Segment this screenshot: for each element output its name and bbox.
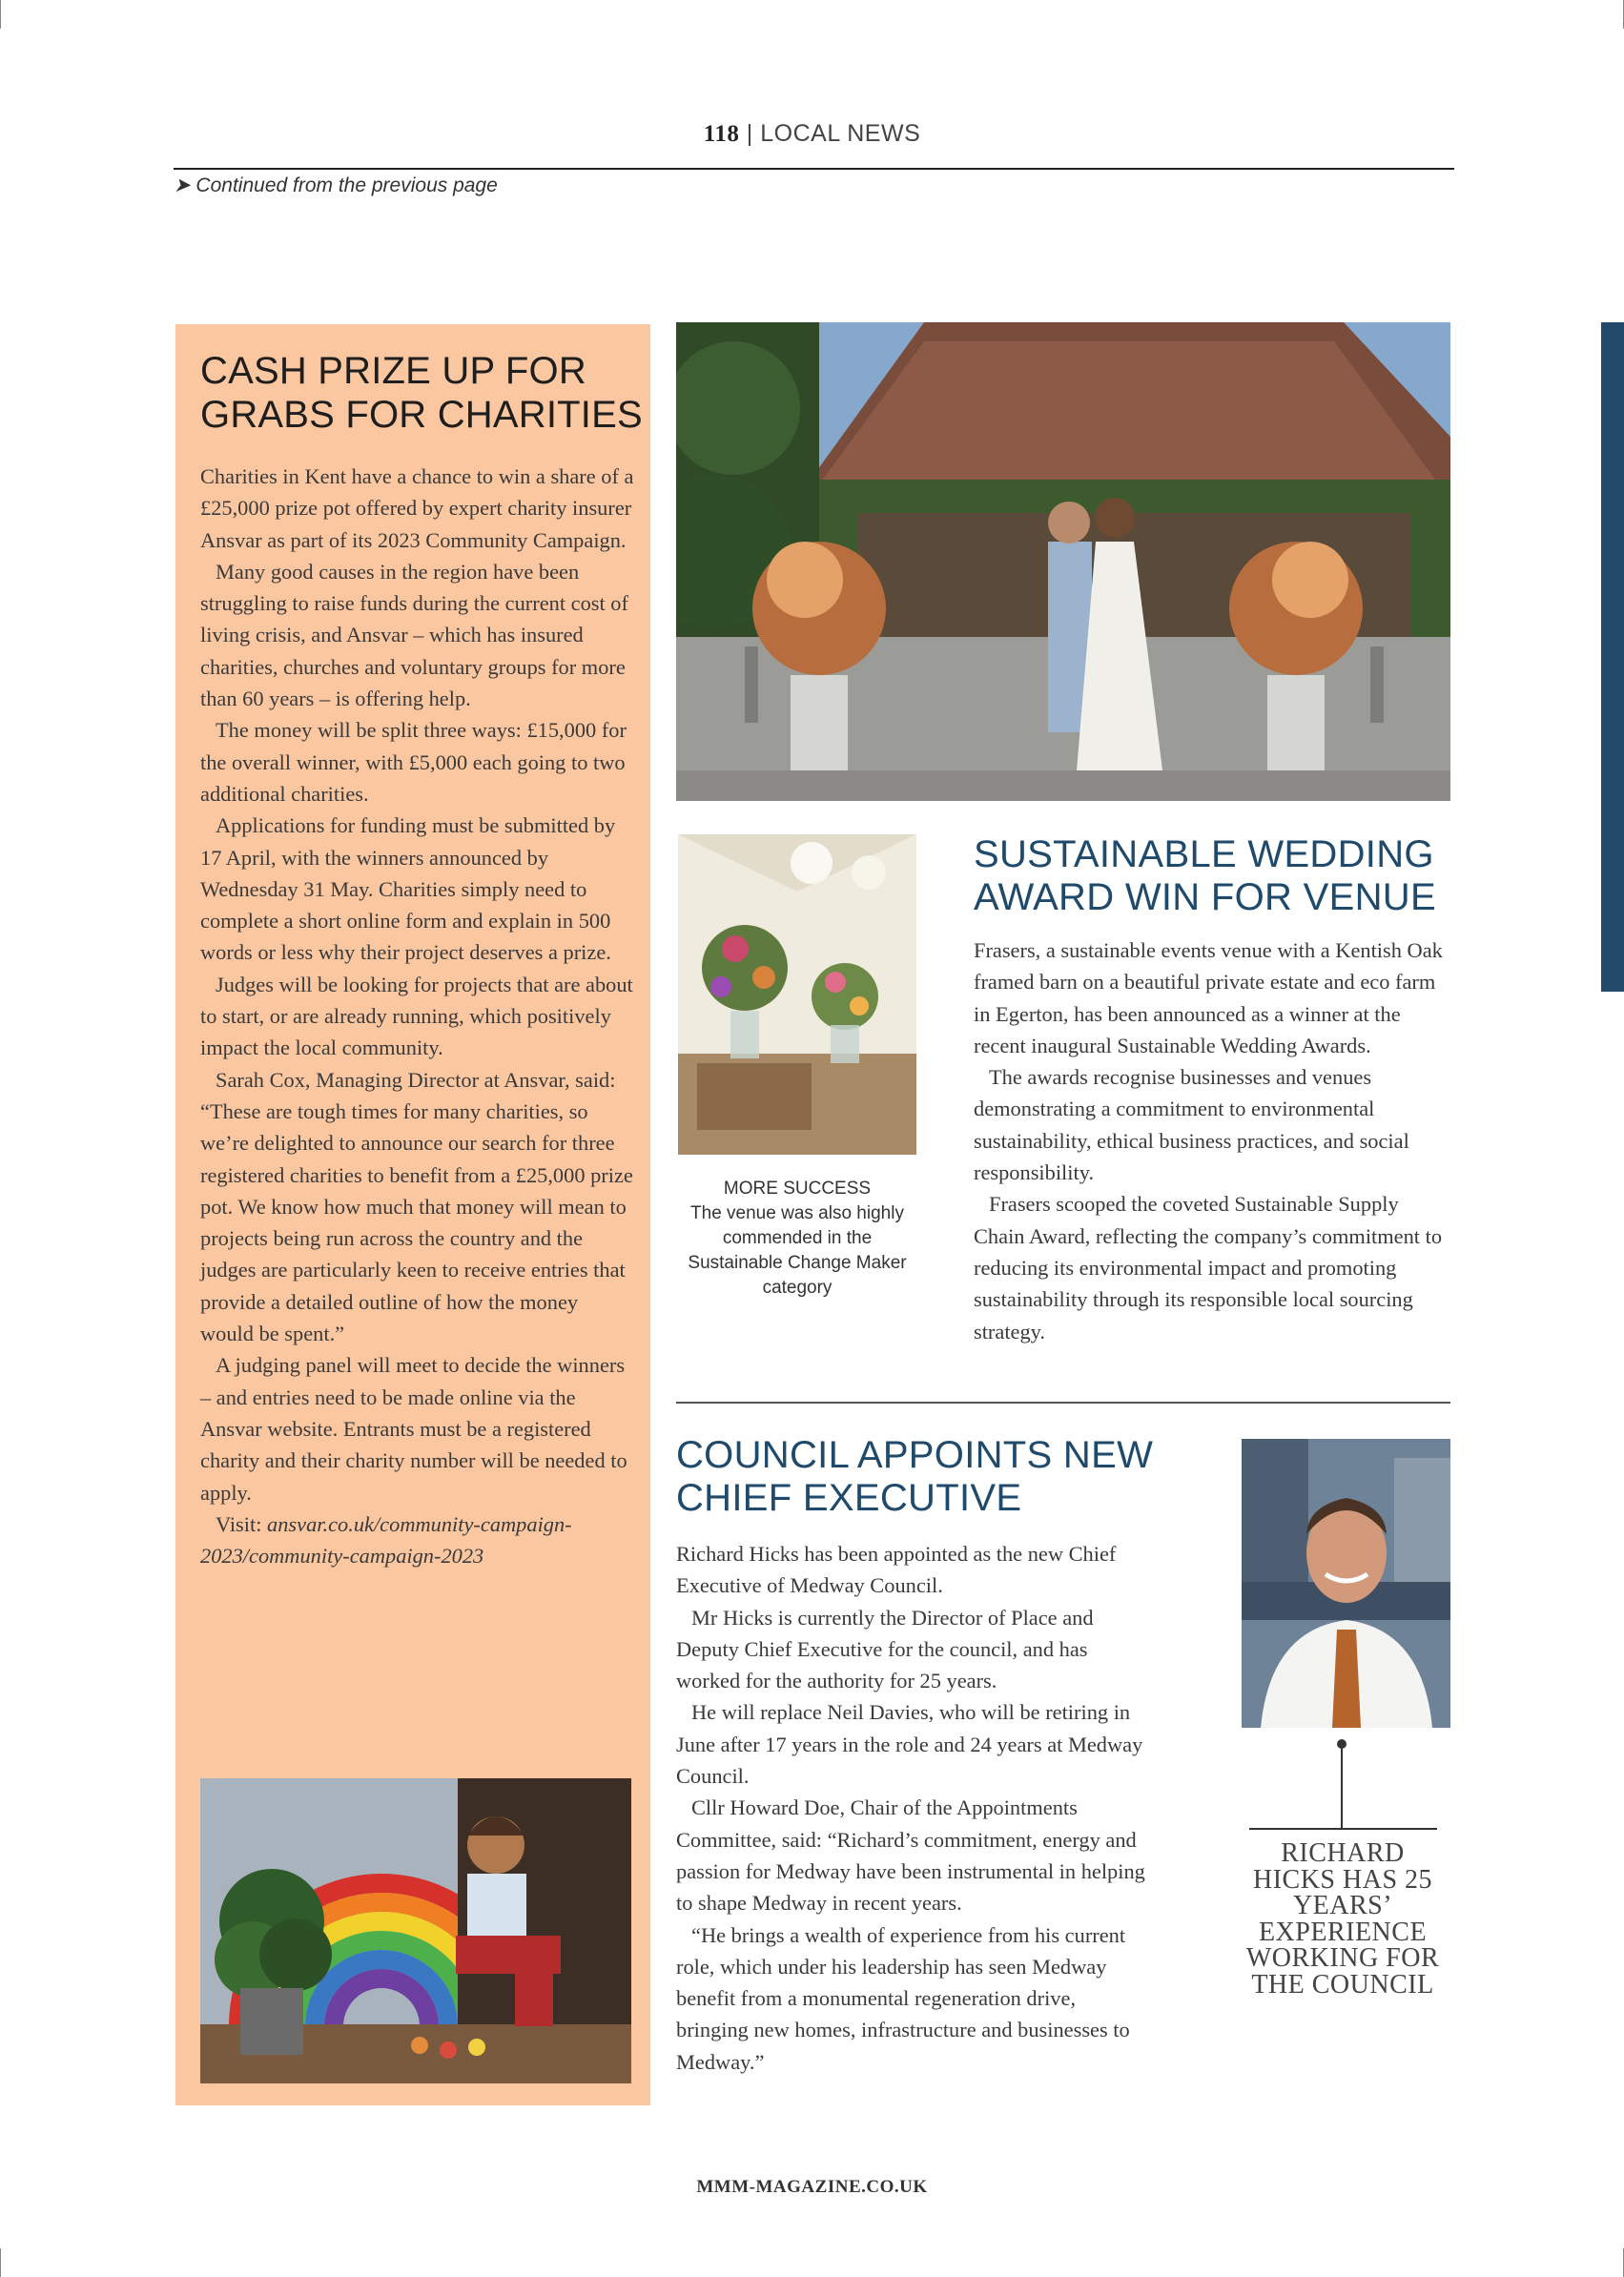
paragraph: Richard Hicks has been appointed as the new Chief Executive of Medway Council. bbox=[676, 1542, 1117, 1598]
paragraph: Charities in Kent have a chance to win a share of a £25,000 prize pot offered by expert charity insurer Ansvar as part of its 2023 Community Campaign. bbox=[200, 464, 634, 552]
continued-note: ➤ Continued from the previous page bbox=[174, 174, 498, 196]
paragraph: A judging panel will meet to decide the winners – and entries need to be made online via the Ansvar website. Entrants must be a registered charity and their charity number will be needed to apply. bbox=[200, 1353, 627, 1505]
pull-quote: RICHARD HICKS HAS 25 YEARS’ EXPERIENCE WORKING FOR THE COUNCIL bbox=[1245, 1838, 1440, 2000]
paragraph: He will replace Neil Davies, who will be retiring in June after 17 years in the role and 24 years at Medway Council. bbox=[676, 1700, 1143, 1789]
page-footer[interactable]: MMM-MAGAZINE.CO.UK bbox=[696, 2177, 928, 2197]
paragraph: “He brings a wealth of experience from his current role, which under his leadership has seen Medway benefit from a monumental regeneration drive, bringing new homes, infrastructure and businesses to Medway.” bbox=[676, 1922, 1130, 2074]
visit-line bbox=[200, 1508, 634, 1572]
marquee-caption bbox=[678, 1177, 916, 1301]
marquee-flowers-photo bbox=[678, 834, 916, 1155]
wedding-couple-photo bbox=[676, 322, 1450, 801]
charity-article-body bbox=[200, 461, 634, 1571]
section-name: LOCAL NEWS bbox=[760, 120, 921, 147]
richard-hicks-portrait bbox=[1242, 1439, 1450, 1728]
wedding-article-body bbox=[974, 934, 1450, 1347]
marquee-flowers-illustration bbox=[678, 834, 916, 1155]
paragraph: Mr Hicks is currently the Director of Place and Deputy Chief Executive for the council, and has worked for the authority for 25 years. bbox=[676, 1605, 1094, 1693]
charity-article-title: CASH PRIZE UP FOR GRABS FOR CHARITIES bbox=[200, 350, 643, 436]
paragraph: Frasers, a sustainable events venue with a Kentish Oak framed barn on a beautiful private estate and eco farm in Egerton, has been announced as a winner at the recent inaugural Sustainable Wedding Awards. bbox=[974, 938, 1443, 1057]
pull-quote-stem bbox=[1341, 1745, 1343, 1829]
crop-mark bbox=[0, 0, 1, 29]
paragraph: Judges will be looking for projects that are about to start, or are already running, which positively impact the local community. bbox=[200, 972, 633, 1060]
caption-title: MORE SUCCESS bbox=[723, 1179, 872, 1199]
page-number: 118 bbox=[703, 121, 740, 147]
side-tab bbox=[1601, 322, 1624, 992]
paragraph: Sarah Cox, Managing Director at Ansvar, said: “These are tough times for many charities, so we’re delighted to announce our search for three registered charities to benefit from a £25,000 prize pot. We know how much that money will mean to projects being run across the country and the judges are particularly keen to receive entries that provide a detailed outline of how the money would be spent.” bbox=[200, 1067, 633, 1346]
paragraph: The money will be split three ways: £15,000 for the overall winner, with £5,000 each going to two additional charities. bbox=[200, 718, 627, 806]
header-separator: | bbox=[746, 120, 761, 147]
header-rule bbox=[174, 168, 1454, 170]
child-painting-photo bbox=[200, 1778, 631, 2083]
page-header bbox=[0, 120, 1624, 148]
pull-quote-rule bbox=[1249, 1828, 1437, 1830]
visit-link[interactable]: ansvar.co.uk/community-campaign-2023/community-campaign-2023 bbox=[200, 1511, 572, 1569]
paragraph: Applications for funding must be submitted by 17 April, with the winners announced by Wednesday 31 May. Charities simply need to complete a short online form and explain in 500 words or less why their project deserves a prize. bbox=[200, 813, 616, 965]
visit-label: Visit: bbox=[216, 1511, 262, 1536]
wedding-article-title: SUSTAINABLE WEDDING AWARD WIN FOR VENUE bbox=[974, 833, 1436, 918]
paragraph: Frasers scooped the coveted Sustainable Supply Chain Award, reflecting the company’s commitment to reducing its environmental impact and promoting sustainability through its responsible local sourcing strategy. bbox=[974, 1192, 1443, 1344]
portrait-illustration bbox=[1242, 1439, 1450, 1728]
paragraph: Cllr Howard Doe, Chair of the Appointments Committee, said: “Richard’s commitment, energy and passion for Medway have been instrumental in helping to shape Medway in recent years. bbox=[676, 1795, 1145, 1916]
child-painting-illustration bbox=[200, 1778, 631, 2083]
section-divider bbox=[676, 1402, 1450, 1404]
paragraph: Many good causes in the region have been struggling to raise funds during the current cost of living crisis, and Ansvar – which has insured charities, churches and voluntary groups for more than 60 years – is offering help. bbox=[200, 559, 628, 711]
paragraph: The awards recognise businesses and venues demonstrating a commitment to environmental sustainability, ethical business practices, and social responsibility. bbox=[974, 1065, 1409, 1185]
council-article-title: COUNCIL APPOINTS NEW CHIEF EXECUTIVE bbox=[676, 1434, 1154, 1519]
council-article-body bbox=[676, 1538, 1153, 2078]
wedding-barn-illustration bbox=[676, 322, 1450, 801]
caption-text: The venue was also highly commended in the Sustainable Change Maker category bbox=[688, 1203, 907, 1298]
crop-mark bbox=[0, 2248, 1, 2277]
